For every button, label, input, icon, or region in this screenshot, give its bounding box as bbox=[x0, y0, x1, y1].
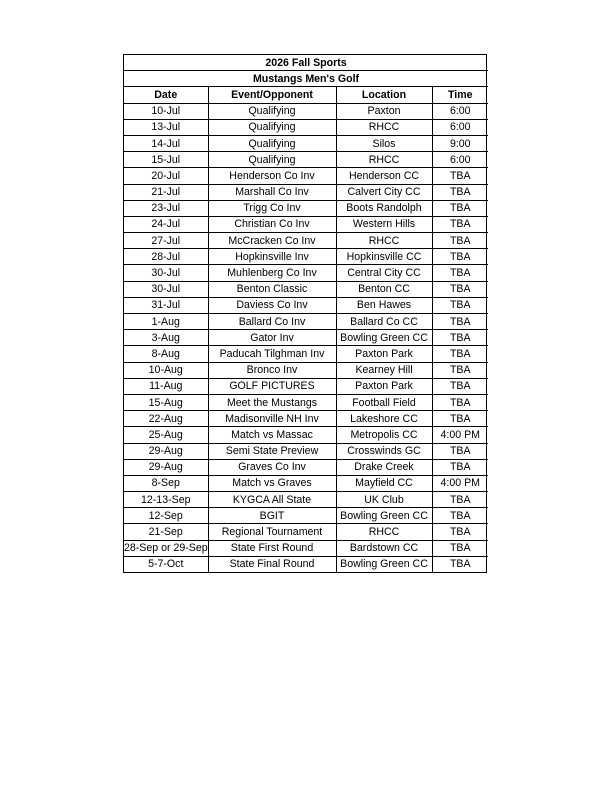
date-cell: 13-Jul bbox=[124, 119, 208, 135]
event-cell: Qualifying bbox=[208, 152, 336, 168]
event-cell: Ballard Co Inv bbox=[208, 314, 336, 330]
table-row bbox=[124, 459, 488, 475]
event-cell: Madisonville NH Inv bbox=[208, 411, 336, 427]
column-header-date: Date bbox=[124, 87, 208, 103]
event-cell: KYGCA All State bbox=[208, 492, 336, 508]
title-row bbox=[124, 55, 488, 71]
event-cell: Graves Co Inv bbox=[208, 459, 336, 475]
date-cell: 29-Aug bbox=[124, 459, 208, 475]
date-cell: 12-13-Sep bbox=[124, 492, 208, 508]
date-cell: 20-Jul bbox=[124, 168, 208, 184]
time-cell: TBA bbox=[432, 459, 488, 475]
table-row bbox=[124, 492, 488, 508]
event-cell: Paducah Tilghman Inv bbox=[208, 346, 336, 362]
location-cell: Bowling Green CC bbox=[336, 330, 432, 346]
table-row bbox=[124, 103, 488, 119]
date-cell: 1-Aug bbox=[124, 314, 208, 330]
table-row bbox=[124, 330, 488, 346]
time-cell: TBA bbox=[432, 265, 488, 281]
date-cell: 29-Aug bbox=[124, 443, 208, 459]
location-cell: Silos bbox=[336, 135, 432, 151]
column-header-location: Location bbox=[336, 87, 432, 103]
event-cell: Christian Co Inv bbox=[208, 216, 336, 232]
time-cell: TBA bbox=[432, 168, 488, 184]
event-cell: Semi State Preview bbox=[208, 443, 336, 459]
time-cell: TBA bbox=[432, 346, 488, 362]
date-cell: 24-Jul bbox=[124, 216, 208, 232]
table-row bbox=[124, 249, 488, 265]
table-row bbox=[124, 152, 488, 168]
date-cell: 5-7-Oct bbox=[148, 558, 184, 571]
time-cell: TBA bbox=[432, 378, 488, 394]
table-row bbox=[124, 216, 488, 232]
date-cell: 15-Jul bbox=[124, 152, 208, 168]
page-title: 2026 Fall Sports bbox=[124, 55, 488, 71]
event-cell: Bronco Inv bbox=[208, 362, 336, 378]
location-cell: Metropolis CC bbox=[336, 427, 432, 443]
location-cell: Paxton bbox=[336, 103, 432, 119]
date-cell: 21-Jul bbox=[124, 184, 208, 200]
location-cell: Ben Hawes bbox=[336, 297, 432, 313]
column-header-event: Event/Opponent bbox=[208, 87, 336, 103]
schedule-sheet bbox=[123, 54, 487, 573]
table-row bbox=[124, 233, 488, 249]
date-cell: 28-Jul bbox=[124, 249, 208, 265]
table-row bbox=[124, 475, 488, 491]
event-cell: Henderson Co Inv bbox=[208, 168, 336, 184]
time-cell: TBA bbox=[432, 540, 488, 556]
date-cell: 22-Aug bbox=[124, 411, 208, 427]
event-cell: Hopkinsville Inv bbox=[208, 249, 336, 265]
date-cell: 30-Jul bbox=[124, 281, 208, 297]
date-cell: 10-Jul bbox=[124, 103, 208, 119]
table-row bbox=[124, 200, 488, 216]
time-cell: TBA bbox=[432, 249, 488, 265]
event-cell: Benton Classic bbox=[208, 281, 336, 297]
time-cell: TBA bbox=[432, 216, 488, 232]
time-cell: TBA bbox=[432, 297, 488, 313]
table-row bbox=[124, 524, 488, 540]
time-cell: TBA bbox=[432, 508, 488, 524]
table-row bbox=[124, 362, 488, 378]
event-cell: BGIT bbox=[208, 508, 336, 524]
date-cell: 30-Jul bbox=[124, 265, 208, 281]
location-cell: Ballard Co CC bbox=[336, 314, 432, 330]
location-cell: RHCC bbox=[336, 152, 432, 168]
location-cell: Calvert City CC bbox=[336, 184, 432, 200]
table-row bbox=[124, 297, 488, 313]
team-name: Mustangs Men's Golf bbox=[124, 71, 488, 87]
schedule-body bbox=[124, 103, 488, 572]
event-cell: State First Round bbox=[208, 540, 336, 556]
location-cell: Hopkinsville CC bbox=[336, 249, 432, 265]
date-cell: 12-Sep bbox=[124, 508, 208, 524]
subtitle-row bbox=[124, 71, 488, 87]
table-row bbox=[124, 394, 488, 410]
time-cell: TBA bbox=[432, 492, 488, 508]
date-cell: 10-Aug bbox=[124, 362, 208, 378]
table-row bbox=[124, 540, 488, 556]
time-cell: TBA bbox=[432, 524, 488, 540]
date-cell: 3-Aug bbox=[124, 330, 208, 346]
table-row bbox=[124, 378, 488, 394]
table-row bbox=[124, 119, 488, 135]
event-cell: Match vs Graves bbox=[208, 475, 336, 491]
event-cell: Marshall Co Inv bbox=[208, 184, 336, 200]
time-cell: TBA bbox=[432, 443, 488, 459]
table-row bbox=[124, 411, 488, 427]
event-cell: Match vs Massac bbox=[208, 427, 336, 443]
event-cell: Trigg Co Inv bbox=[208, 200, 336, 216]
date-cell: 11-Aug bbox=[124, 378, 208, 394]
time-cell: TBA bbox=[432, 281, 488, 297]
time-cell: TBA bbox=[432, 200, 488, 216]
location-cell: Drake Creek bbox=[336, 459, 432, 475]
time-cell: 6:00 bbox=[432, 103, 488, 119]
location-cell: Football Field bbox=[336, 394, 432, 410]
schedule-table bbox=[124, 55, 488, 572]
location-cell: Bardstown CC bbox=[336, 540, 432, 556]
location-cell: UK Club bbox=[336, 492, 432, 508]
table-row bbox=[124, 168, 488, 184]
date-cell: 14-Jul bbox=[124, 135, 208, 151]
event-cell: Meet the Mustangs bbox=[208, 394, 336, 410]
location-cell: Lakeshore CC bbox=[336, 411, 432, 427]
event-cell: State Final Round bbox=[208, 556, 336, 572]
time-cell: TBA bbox=[432, 233, 488, 249]
location-cell: Mayfield CC bbox=[336, 475, 432, 491]
event-cell: GOLF PICTURES bbox=[208, 378, 336, 394]
date-cell: 28-Sep or 29-Sep bbox=[124, 540, 208, 556]
time-cell: 4:00 PM bbox=[432, 475, 488, 491]
column-header-time: Time bbox=[432, 87, 488, 103]
event-cell: Qualifying bbox=[208, 103, 336, 119]
table-row bbox=[124, 135, 488, 151]
table-row bbox=[124, 281, 488, 297]
time-cell: TBA bbox=[432, 184, 488, 200]
location-cell: Paxton Park bbox=[336, 378, 432, 394]
date-cell: 25-Aug bbox=[124, 427, 208, 443]
location-cell: Western Hills bbox=[336, 216, 432, 232]
table-row bbox=[124, 508, 488, 524]
location-cell: Bowling Green CC bbox=[336, 508, 432, 524]
location-cell: Boots Randolph bbox=[336, 200, 432, 216]
location-cell: Paxton Park bbox=[336, 346, 432, 362]
event-cell: Daviess Co Inv bbox=[208, 297, 336, 313]
event-cell: Muhlenberg Co Inv bbox=[208, 265, 336, 281]
time-cell: 6:00 bbox=[432, 152, 488, 168]
table-row bbox=[124, 346, 488, 362]
time-cell: TBA bbox=[432, 330, 488, 346]
event-cell: McCracken Co Inv bbox=[208, 233, 336, 249]
location-cell: Henderson CC bbox=[336, 168, 432, 184]
time-cell: TBA bbox=[432, 556, 488, 572]
event-cell: Gator Inv bbox=[208, 330, 336, 346]
date-cell: 27-Jul bbox=[124, 233, 208, 249]
event-cell: Regional Tournament bbox=[208, 524, 336, 540]
location-cell: Crosswinds GC bbox=[336, 443, 432, 459]
location-cell: Kearney Hill bbox=[336, 362, 432, 378]
time-cell: TBA bbox=[432, 362, 488, 378]
time-cell: TBA bbox=[432, 314, 488, 330]
date-cell: 8-Sep bbox=[124, 475, 208, 491]
location-cell: Central City CC bbox=[336, 265, 432, 281]
date-cell: 31-Jul bbox=[124, 297, 208, 313]
time-cell: TBA bbox=[432, 411, 488, 427]
location-cell: Bowling Green CC bbox=[336, 556, 432, 572]
table-row bbox=[124, 314, 488, 330]
table-row bbox=[124, 265, 488, 281]
date-cell: 15-Aug bbox=[124, 394, 208, 410]
date-cell: 8-Aug bbox=[124, 346, 208, 362]
table-row bbox=[124, 443, 488, 459]
location-cell: RHCC bbox=[336, 119, 432, 135]
time-cell: TBA bbox=[432, 394, 488, 410]
time-cell: 6:00 bbox=[432, 119, 488, 135]
location-cell: RHCC bbox=[336, 233, 432, 249]
date-cell: 21-Sep bbox=[124, 524, 208, 540]
table-row bbox=[124, 427, 488, 443]
event-cell: Qualifying bbox=[208, 135, 336, 151]
event-cell: Qualifying bbox=[208, 119, 336, 135]
date-cell: 23-Jul bbox=[124, 200, 208, 216]
location-cell: RHCC bbox=[336, 524, 432, 540]
column-header-row bbox=[124, 87, 488, 103]
time-cell: 9:00 bbox=[432, 135, 488, 151]
time-cell: 4:00 PM bbox=[432, 427, 488, 443]
table-row bbox=[124, 556, 488, 572]
table-row bbox=[124, 184, 488, 200]
location-cell: Benton CC bbox=[336, 281, 432, 297]
